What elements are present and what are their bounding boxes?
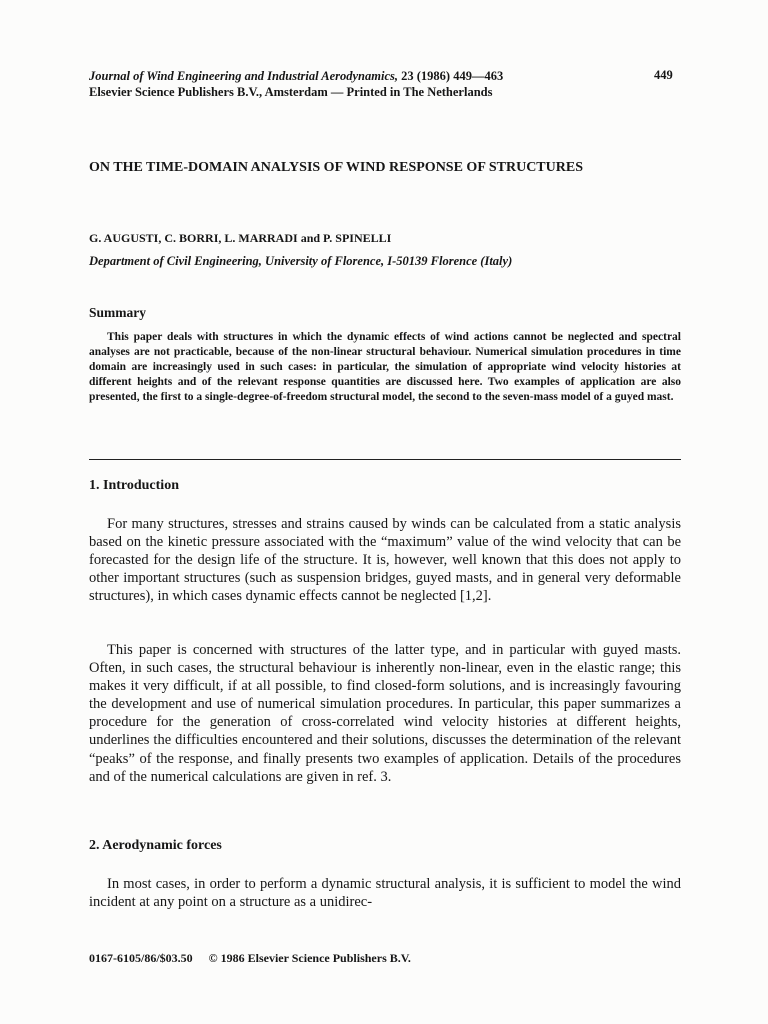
copyright-notice: © 1986 Elsevier Science Publishers B.V. [208, 951, 411, 965]
paper-affiliation: Department of Civil Engineering, University of Florence, I-50139 Florence (Italy) [89, 254, 513, 268]
aero-paragraph-1: In most cases, in order to perform a dynamic structural analysis, it is sufficient to model the wind incident at any point on a structure as a unidirec- [89, 876, 681, 911]
paper-title: ON THE TIME-DOMAIN ANALYSIS OF WIND RESPONSE OF STRUCTURES [89, 160, 583, 175]
intro-paragraph-2: This paper is concerned with structures of the latter type, and in particular with guyed masts. Often, in such cases, the structural behaviour is inherently non-linear, even in the elastic range; this makes it very difficult, if at all possible, to find closed-form solutions, and is increasingly favouring the development and use of numerical simulation procedures. In particular, this paper summarizes a procedure for the generation of cross-correlated wind velocity histories at different heights, underlines the difficulties encountered and their solutions, discusses the determination of the relevant “peaks” of the response, and finally presents two examples of application. Details of the procedures and of the numerical calculations are given in ref. 3. [89, 642, 681, 785]
section-divider [89, 459, 681, 460]
summary-text: This paper deals with structures in which the dynamic effects of wind actions cannot be neglected and spectral analyses are not practicable, because of the non-linear structural behaviour. Numerical simulation procedures in time domain are increasingly used in such cases: in particular, the simulation of appropriate wind velocity histories at different heights and of the relevant response quantities are discussed here. Two examples of application are also presented, the first to a single-degree-of-freedom structural model, the second to the seven-mass model of a guyed mast. [89, 331, 681, 403]
page-footer [89, 951, 411, 966]
section-heading-aerodynamic-forces: 2. Aerodynamic forces [89, 838, 222, 853]
publisher-line: Elsevier Science Publishers B.V., Amsterdam — Printed in The Netherlands [89, 85, 493, 99]
summary-heading: Summary [89, 305, 146, 320]
journal-line [89, 68, 689, 84]
intro-paragraph-1: For many structures, stresses and strains caused by winds can be calculated from a static analysis based on the kinetic pressure associated with the “maximum” value of the wind velocity that can be forecasted for the design life of the structure. It is, however, well known that this does not apply to other important structures (such as suspension bridges, guyed masts, and in general very deformable structures), in which cases dynamic effects cannot be neglected [1,2]. [89, 516, 681, 605]
journal-name: Journal of Wind Engineering and Industrial Aerodynamics, [89, 69, 398, 83]
paper-authors: G. AUGUSTI, C. BORRI, L. MARRADI and P. SPINELLI [89, 231, 392, 245]
section-heading-introduction: 1. Introduction [89, 478, 179, 493]
page-number: 449 [654, 68, 673, 82]
issn-code: 0167-6105/86/$03.50 [89, 951, 193, 965]
journal-citation [89, 68, 689, 100]
journal-volume: 23 (1986) 449—463 [398, 69, 504, 83]
